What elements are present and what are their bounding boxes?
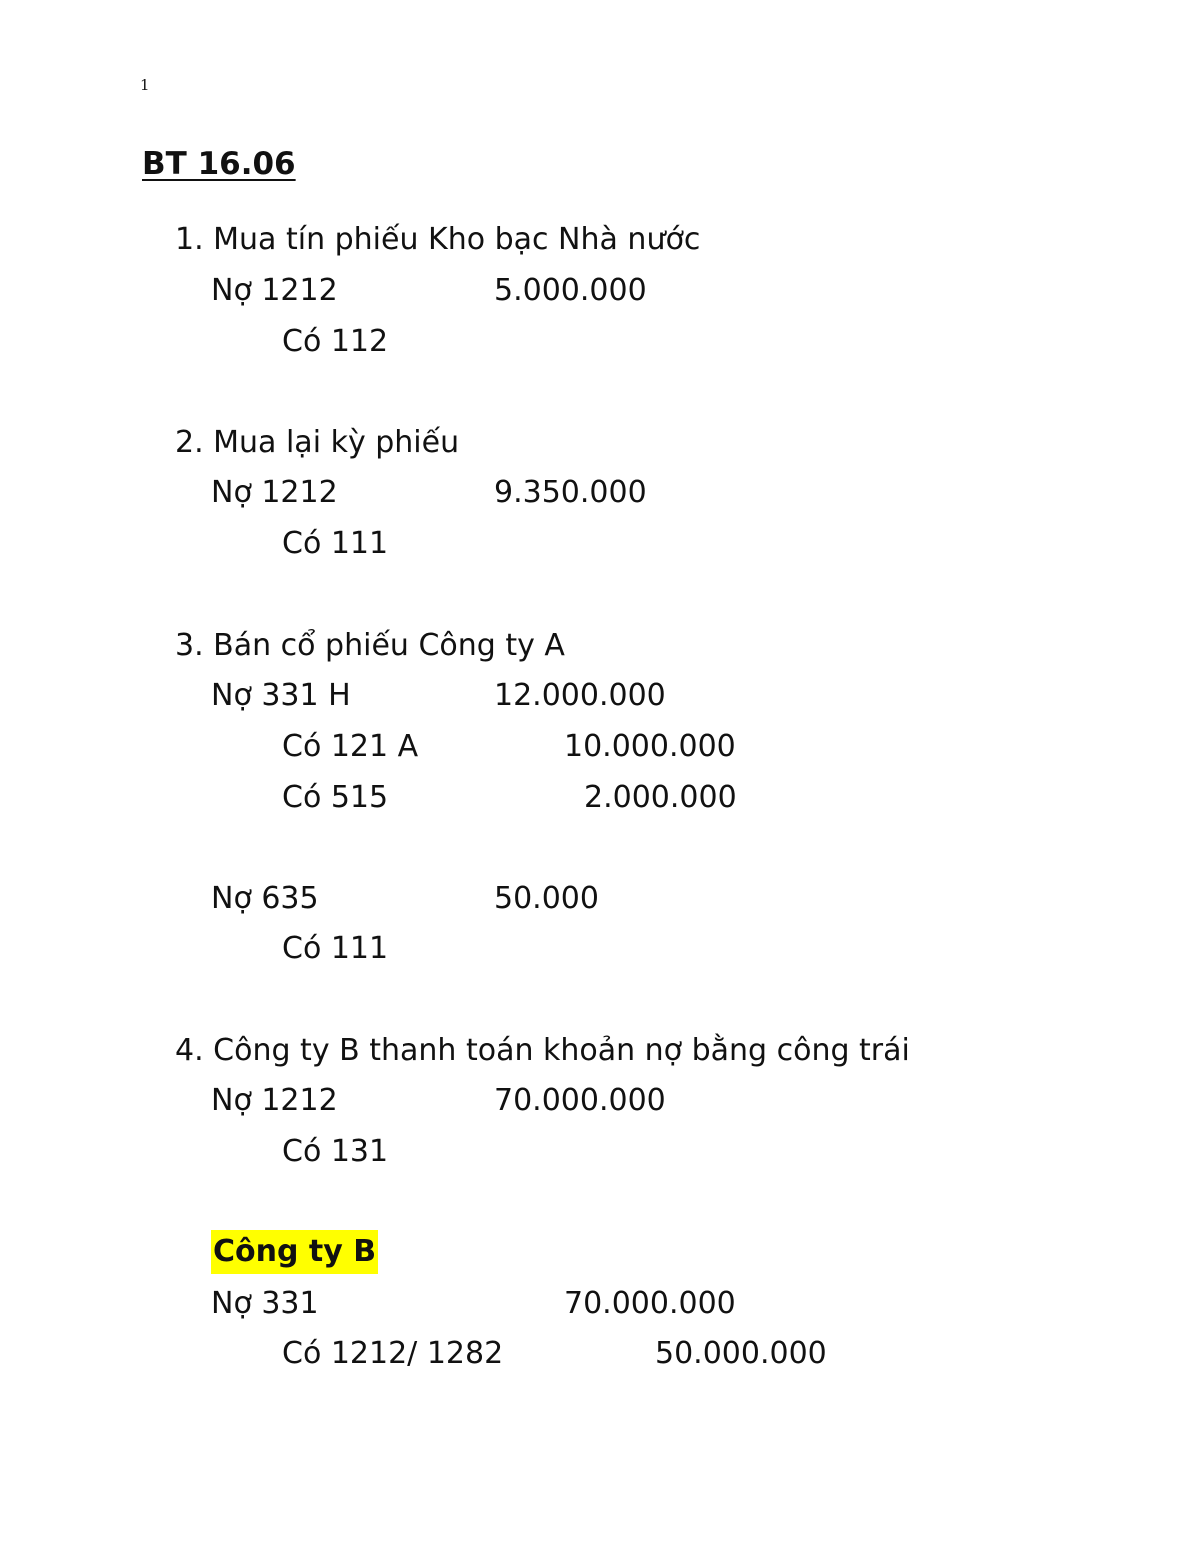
- company-b-debit-account: Nợ 331: [211, 1286, 319, 1321]
- company-b-heading: Công ty B: [211, 1230, 378, 1274]
- item-3-debit-account: Nợ 331 H: [211, 678, 351, 713]
- company-b-credit-amount: 50.000.000: [655, 1336, 827, 1371]
- item-2-credit-account: Có 111: [282, 526, 389, 561]
- item-2-heading: 2. Mua lại kỳ phiếu: [175, 425, 460, 460]
- company-b-credit-account: Có 1212/ 1282: [282, 1336, 504, 1371]
- item-3-credit-account-1: Có 121 A: [282, 729, 419, 764]
- item-3-credit-account-2: Có 515: [282, 780, 389, 815]
- item-1-debit-amount: 5.000.000: [494, 273, 647, 308]
- page-number: 1: [140, 76, 150, 94]
- item-4-credit-account: Có 131: [282, 1134, 389, 1169]
- item-2-debit-account: Nợ 1212: [211, 475, 338, 510]
- item-3-credit-amount-2: 2.000.000: [584, 780, 737, 815]
- item-4-heading: 4. Công ty B thanh toán khoản nợ bằng công trái: [175, 1033, 910, 1068]
- page-title: BT 16.06: [142, 146, 296, 182]
- item-4-debit-amount: 70.000.000: [494, 1083, 666, 1118]
- item-1-heading: 1. Mua tín phiếu Kho bạc Nhà nước: [175, 222, 701, 257]
- item-3-debit-amount: 12.000.000: [494, 678, 666, 713]
- item-3-fee-debit-amount: 50.000: [494, 881, 599, 916]
- company-b-debit-amount: 70.000.000: [564, 1286, 736, 1321]
- item-1-debit-account: Nợ 1212: [211, 273, 338, 308]
- item-3-credit-amount-1: 10.000.000: [564, 729, 736, 764]
- item-3-fee-debit-account: Nợ 635: [211, 881, 319, 916]
- item-3-fee-credit-account: Có 111: [282, 931, 389, 966]
- item-3-heading: 3. Bán cổ phiếu Công ty A: [175, 628, 565, 663]
- item-4-debit-account: Nợ 1212: [211, 1083, 338, 1118]
- item-2-debit-amount: 9.350.000: [494, 475, 647, 510]
- item-1-credit-account: Có 112: [282, 324, 389, 359]
